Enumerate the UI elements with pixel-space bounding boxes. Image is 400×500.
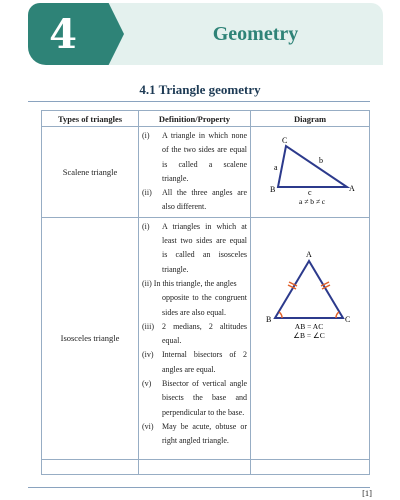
chapter-banner [28,3,383,65]
item-text: May be acute, obtuse or right angled triangle. [162,421,247,446]
diagram-cell [251,217,370,459]
list-item [139,186,247,215]
vertex-label-b: B [270,185,276,195]
item-number: (v) [142,379,152,389]
footer-divider [28,487,370,488]
item-text: A triangle in which none of the two sides are equal is called a scalene triangle. [162,131,247,183]
chapter-number: 4 [49,10,77,58]
item-text: All the three angles are also different. [162,188,247,212]
item-number: (i) [142,131,150,140]
property-list [139,127,250,217]
table-row-empty [42,459,370,474]
list-item [139,220,247,277]
definition-cell [139,127,251,218]
empty-cell [139,459,251,474]
equal-angles-caption: ∠B = ∠C [293,330,325,340]
vertex-label-c: C [345,314,351,324]
item-text: In this triangle, the angles [153,278,237,288]
item-number: (iii) [142,321,154,331]
column-header-type: Types of triangles [42,111,139,127]
item-number: (ii) [142,278,152,288]
triangle-type-scalene: Scalene triangle [42,127,139,218]
chapter-title: Geometry [212,22,299,45]
item-number: (ii) [142,188,152,198]
table-row-isosceles [42,217,370,459]
side-label-a: a [274,163,278,173]
empty-cell [251,459,370,474]
side-label-c: c [308,188,312,198]
triangle-type-isosceles: Isosceles triangle [42,217,139,459]
vertex-label-a: A [306,249,312,259]
item-text: A triangles in which at least two sides are equal is called an isosceles triangle. [162,221,247,274]
item-number: (iv) [142,350,154,360]
list-item [139,420,247,449]
item-number: (vi) [142,421,154,431]
list-item [139,320,247,349]
equal-sides-caption: AB = AC [294,321,324,331]
section-divider [28,101,370,102]
scalene-triangle-shape [278,146,347,187]
diagram-cell [251,127,370,218]
item-text: 2 medians, 2 altitudes equal. [162,321,247,346]
scalene-triangle-diagram [251,129,369,209]
vertex-label-c: C [282,136,288,146]
side-inequality-caption: a ≠ b ≠ c [299,197,326,207]
vertex-label-a: A [349,184,355,194]
section-title: 4.1 Triangle geometry [139,82,261,97]
triangle-types-table [41,110,370,475]
list-item [139,348,247,377]
list-item [139,129,247,186]
definition-cell [139,217,251,459]
column-header-diagram: Diagram [251,111,370,127]
vertex-label-b: B [266,314,272,324]
list-item [139,377,247,420]
item-text: Internal bisectors of 2 angles are equal. [162,350,247,374]
item-text-continued: opposite to the congruent sides are also equal. [162,293,247,317]
isosceles-triangle-shape [275,261,343,318]
page-number: [1] [362,488,372,498]
list-item [139,277,247,291]
item-text: Bisector of vertical angle bisects the base and perpendicular to the base. [162,379,247,417]
table-header-row [42,111,370,127]
property-list [139,218,250,451]
side-label-b: b [319,156,323,166]
table-row-scalene [42,127,370,218]
list-item-continuation [139,291,247,320]
empty-cell [42,459,139,474]
column-header-definition: Definition/Property [139,111,251,127]
isosceles-triangle-diagram [251,218,369,460]
item-number: (i) [142,221,150,231]
